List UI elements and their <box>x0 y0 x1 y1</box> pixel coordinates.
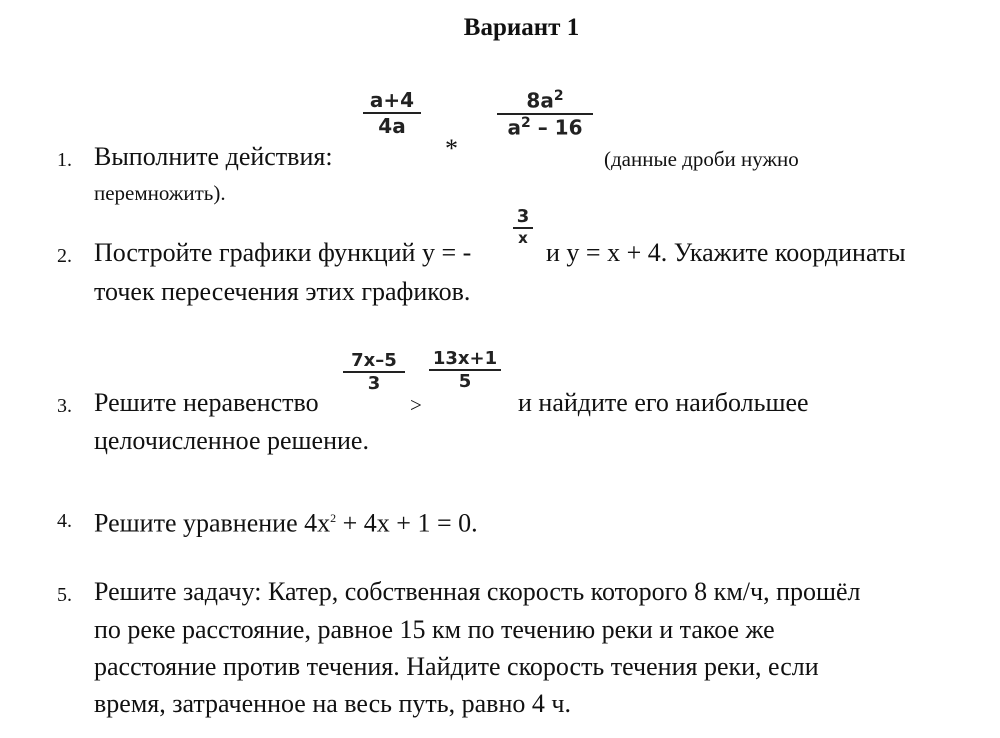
task-number: 3. <box>57 395 72 417</box>
fraction-denominator: $a^2 - 16$ <box>507 114 583 140</box>
task-text: Постройте графики функций у = - <box>94 238 472 267</box>
fraction <box>497 88 593 139</box>
fraction-denominator: 5 <box>458 371 472 392</box>
task-number: 5. <box>57 584 72 606</box>
task-text-line: Решите задачу: Катер, собственная скорость которого 8 км/ч, прошёл <box>94 577 861 606</box>
task-text: точек пересечения этих графиков. <box>94 277 471 306</box>
fraction <box>513 206 533 247</box>
task-text: (данные дроби нужно <box>604 147 799 171</box>
multiply-operator: * <box>445 134 458 163</box>
task-text-line: по реке расстояние, равное 15 км по течению реки и такое же <box>94 615 775 644</box>
task-text: Решите неравенство <box>94 388 319 417</box>
task-equation: Решите уравнение $4х^2 + 4х + 1 = 0$. <box>94 508 478 538</box>
greater-than-operator: > <box>410 393 422 417</box>
task-text-line: расстояние против течения. Найдите скорость течения реки, если <box>94 652 819 681</box>
fraction-numerator: 7x–5 <box>351 350 397 371</box>
fraction <box>429 348 501 392</box>
task-text: и найдите его наибольшее <box>518 388 809 417</box>
task-text-line: время, затраченное на весь путь, равно 4 ч. <box>94 689 571 718</box>
task-text: перемножить). <box>94 181 226 205</box>
task-number: 1. <box>57 149 72 171</box>
task-text: и у = х + 4. Укажите координаты <box>546 238 906 267</box>
task-text: Выполните действия: <box>94 142 333 171</box>
page-title: Вариант 1 <box>463 14 580 41</box>
task-text: целочисленное решение. <box>94 426 369 455</box>
exponent: 2 <box>330 511 337 525</box>
fraction-denominator: 4a <box>378 114 406 138</box>
fraction-numerator: a+4 <box>369 88 415 112</box>
fraction-denominator: 3 <box>367 373 381 394</box>
task-number: 2. <box>57 245 72 267</box>
fraction-numerator: 13x+1 <box>432 348 498 369</box>
fraction <box>343 350 405 394</box>
fraction-numerator: 3 <box>516 206 530 227</box>
fraction <box>363 88 421 138</box>
task-number: 4. <box>57 510 72 532</box>
fraction-denominator: x <box>518 229 528 247</box>
fraction-numerator: $8a^2$ <box>526 88 564 113</box>
